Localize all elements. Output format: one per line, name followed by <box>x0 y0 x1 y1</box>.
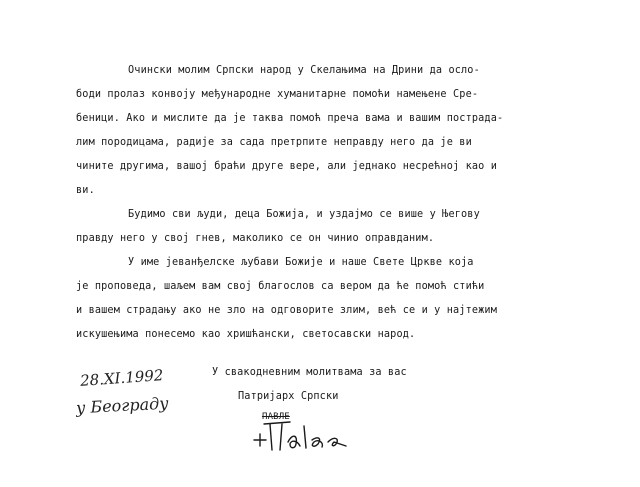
signature-image <box>250 412 360 458</box>
p3-line-1: У име јеванђелске љубави Божије и наше Свете Цркве која <box>128 257 474 268</box>
p1-line-4: лим породицама, радије за сада претрпите неправду него да је ви <box>76 137 472 148</box>
p1-line-2: боди пролаз конвоју међународне хуманитарне помоћи намењене Сре- <box>76 89 479 100</box>
p3-line-2: је проповеда, шаљем вам свој благослов са вером да ће помоћ стићи <box>76 281 485 292</box>
p1-line-6: ви. <box>76 185 95 196</box>
handwritten-place: у Београду <box>75 393 169 418</box>
p2-line-1: Будимо сви људи, деца Божија, и уздајмо се више у Његову <box>128 209 480 220</box>
p3-line-3: и вашем страдању ако не зло на одговорите злим, већ се и у најтежим <box>76 305 497 316</box>
p1-line-1: Очински молим Српски народ у Скелањима на Дрини да осло- <box>128 65 480 76</box>
signatory-title: Патријарх Српски <box>238 391 339 402</box>
p3-line-4: искушењима понесемо као хришћански, светосавски народ. <box>76 329 416 340</box>
p1-line-5: чините другима, вашој браћи друге вере, али једнако несрећној као и <box>76 161 497 172</box>
signatory-name: ПАВЛЕ <box>262 412 290 422</box>
handwritten-date: 28.XI.1992 <box>79 366 164 390</box>
p2-line-2: правду него у свој гнев, маколико се он чинио оправданим. <box>76 233 435 244</box>
p1-line-3: беници. Ако и мислите да је таква помоћ преча вама и вашим пострада- <box>76 113 504 124</box>
closing-line: У свакодневним молитвама за вас <box>212 367 407 378</box>
